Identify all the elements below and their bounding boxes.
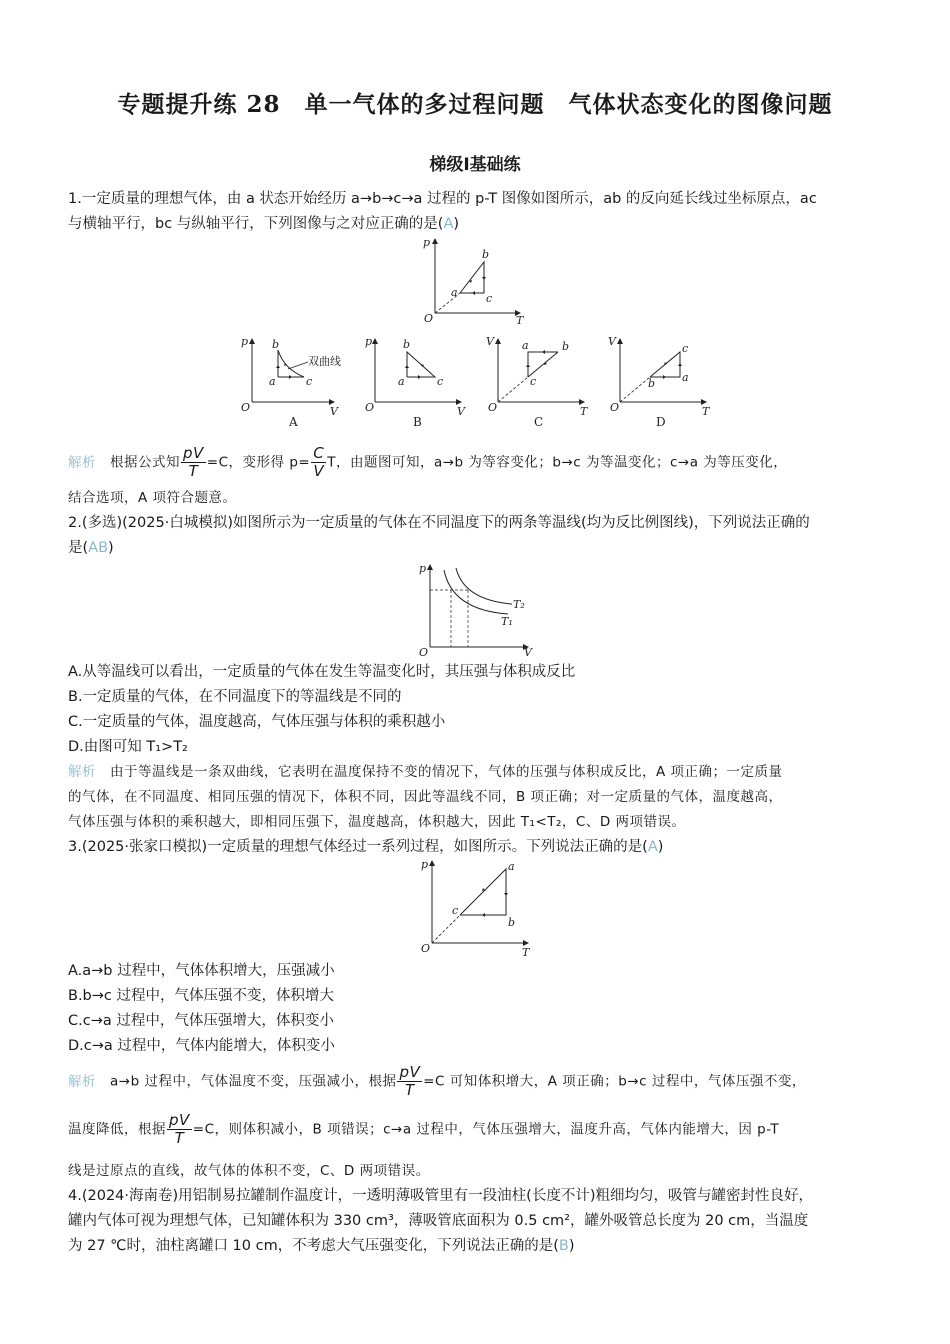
svg-text:T: T — [702, 405, 710, 418]
svg-text:b: b — [272, 338, 280, 351]
q3-option-c: C.c→a 过程中，气体压强增大，体积变小 — [68, 1013, 334, 1029]
q3-explanation-line3: 线是过原点的直线，故气体的体积不变，C、D 两项错误。 — [68, 1163, 430, 1179]
svg-text:b: b — [562, 340, 570, 353]
svg-text:V: V — [608, 335, 616, 348]
svg-text:a: a — [522, 339, 529, 352]
svg-text:c: c — [682, 342, 689, 355]
svg-text:O: O — [419, 646, 429, 659]
q4-stem-line3: 为 27 ℃时，油柱离罐口 10 cm，不考虑大气压强变化，下列说法正确的是(B) — [68, 1238, 575, 1254]
svg-text:b: b — [648, 377, 656, 390]
svg-text:T: T — [580, 405, 588, 418]
q1-explanation-line1: 解析 根据公式知 $\frac{pV}{T}$ =C，变形得 p= $\frac{C}{V}$ T，由题图可知，a→b 为等容变化；b→c 为等温变化；c→a 为等压变化， — [68, 444, 788, 480]
q3-answer: A — [647, 839, 658, 855]
svg-text:a: a — [398, 375, 405, 388]
svg-text:p: p — [421, 858, 429, 871]
q4-stem-line1: 4.(2024·海南卷)用铝制易拉罐制作温度计，一透明薄吸管里有一段油柱(长度不计)粗细均匀，吸管与罐密封性良好， — [68, 1188, 813, 1204]
svg-text:a: a — [269, 375, 276, 388]
svg-text:c: c — [437, 375, 444, 388]
q3-pt-figure — [418, 858, 538, 958]
svg-text:b: b — [482, 248, 490, 261]
q3-stem: 3.(2025·张家口模拟)一定质量的理想气体经过一系列过程，如图所示。下列说法正确的是(A) — [68, 839, 664, 855]
q2-explanation-line3: 气体压强与体积的乘积越大，即相同压强下，温度越高，体积越大，因此 T₁<T₂，C、D 两项错误。 — [68, 814, 686, 830]
q1-option-b-figure — [365, 335, 475, 430]
svg-text:双曲线: 双曲线 — [308, 355, 341, 368]
q2-option-a: A.从等温线可以看出，一定质量的气体在发生等温变化时，其压强与体积成反比 — [68, 664, 576, 680]
svg-text:O: O — [424, 312, 434, 325]
svg-text:T: T — [522, 946, 530, 959]
q2-explanation-line2: 的气体，在不同温度、相同压强的情况下，体积不同，因此等温线不同，B 项正确；对一定质量的气体，温度越高， — [68, 789, 783, 805]
q3-explanation-line2: 温度降低，根据 $\frac{pV}{T}$ =C，则体积减小，B 项错误；c→a 过程中，气体压强增大，温度升高，气体内能增大，因 p-T — [68, 1111, 780, 1147]
svg-text:p: p — [365, 335, 373, 348]
svg-text:O: O — [610, 401, 620, 414]
svg-text:p: p — [423, 236, 431, 249]
svg-text:T₂: T₂ — [513, 598, 525, 611]
svg-text:O: O — [365, 401, 375, 414]
q2-stem-line2: 是(AB) — [68, 540, 114, 556]
svg-text:V: V — [457, 405, 465, 418]
svg-text:b: b — [403, 338, 411, 351]
svg-text:T: T — [516, 314, 524, 327]
q2-isotherm-figure — [416, 562, 536, 660]
q2-option-b: B.一定质量的气体，在不同温度下的等温线是不同的 — [68, 689, 402, 705]
q4-answer: B — [558, 1238, 569, 1254]
svg-text:V: V — [524, 646, 532, 659]
section-title: 梯级Ⅰ基础练 — [429, 155, 521, 175]
svg-text:p: p — [241, 335, 249, 348]
q1-option-c-figure — [486, 335, 596, 430]
svg-text:c: c — [530, 375, 537, 388]
svg-text:O: O — [488, 401, 498, 414]
q1-stem-line2: 与横轴平行，bc 与纵轴平行，下列图像与之对应正确的是(A) — [68, 216, 460, 232]
svg-text:V: V — [486, 335, 494, 348]
q3-option-a: A.a→b 过程中，气体体积增大，压强减小 — [68, 963, 335, 979]
q1-stem-line1: 1.一定质量的理想气体，由 a 状态开始经历 a→b→c→a 过程的 p-T 图像如图所示，ab 的反向延长线过坐标原点，ac — [68, 191, 817, 207]
svg-text:V: V — [330, 405, 338, 418]
svg-text:O: O — [241, 401, 251, 414]
q2-explanation-line1: 解析 由于等温线是一条双曲线，它表明在温度保持不变的情况下，气体的压强与体积成反比，A 项正确；一定质量 — [68, 764, 783, 780]
svg-text:T₁: T₁ — [501, 615, 513, 628]
q2-option-d: D.由图可知 T₁>T₂ — [68, 739, 188, 755]
q1-option-d-figure — [608, 335, 718, 430]
svg-text:C: C — [534, 415, 544, 429]
q2-stem-line1: 2.(多选)(2025·白城模拟)如图所示为一定质量的气体在不同温度下的两条等温线(均为反比例图线)，下列说法正确的 — [68, 515, 810, 531]
q1-explanation-line2: 结合选项，A 项符合题意。 — [68, 490, 237, 506]
q1-option-a-figure — [238, 335, 348, 430]
svg-text:A: A — [289, 415, 298, 429]
svg-text:a: a — [682, 371, 689, 384]
svg-text:B: B — [413, 415, 422, 429]
q3-option-d: D.c→a 过程中，气体内能增大，体积变小 — [68, 1038, 335, 1054]
svg-text:O: O — [421, 942, 431, 955]
q2-option-c: C.一定质量的气体，温度越高，气体压强与体积的乘积越小 — [68, 714, 446, 730]
svg-text:c: c — [306, 375, 313, 388]
page-title: 专题提升练 28 单一气体的多过程问题 气体状态变化的图像问题 — [117, 91, 833, 118]
svg-text:D: D — [656, 415, 666, 429]
q3-option-b: B.b→c 过程中，气体压强不变，体积增大 — [68, 988, 334, 1004]
svg-text:c: c — [486, 292, 493, 305]
q3-explanation-line1: 解析 a→b 过程中，气体温度不变，压强减小，根据 $\frac{pV}{T}$ =C 可知体积增大，A 项正确；b→c 过程中，气体压强不变， — [68, 1063, 806, 1099]
q1-main-figure — [420, 236, 530, 327]
q4-stem-line2: 罐内气体可视为理想气体，已知罐体积为 330 cm³，薄吸管底面积为 0.5 cm²，罐外吸管总长度为 20 cm，当温度 — [68, 1213, 809, 1229]
q2-answer: AB — [88, 540, 109, 556]
svg-text:a: a — [508, 860, 515, 873]
svg-text:c: c — [452, 904, 459, 917]
svg-text:a: a — [451, 286, 458, 299]
q1-answer: A — [443, 216, 454, 232]
svg-text:p: p — [419, 562, 427, 575]
svg-text:b: b — [508, 916, 516, 929]
